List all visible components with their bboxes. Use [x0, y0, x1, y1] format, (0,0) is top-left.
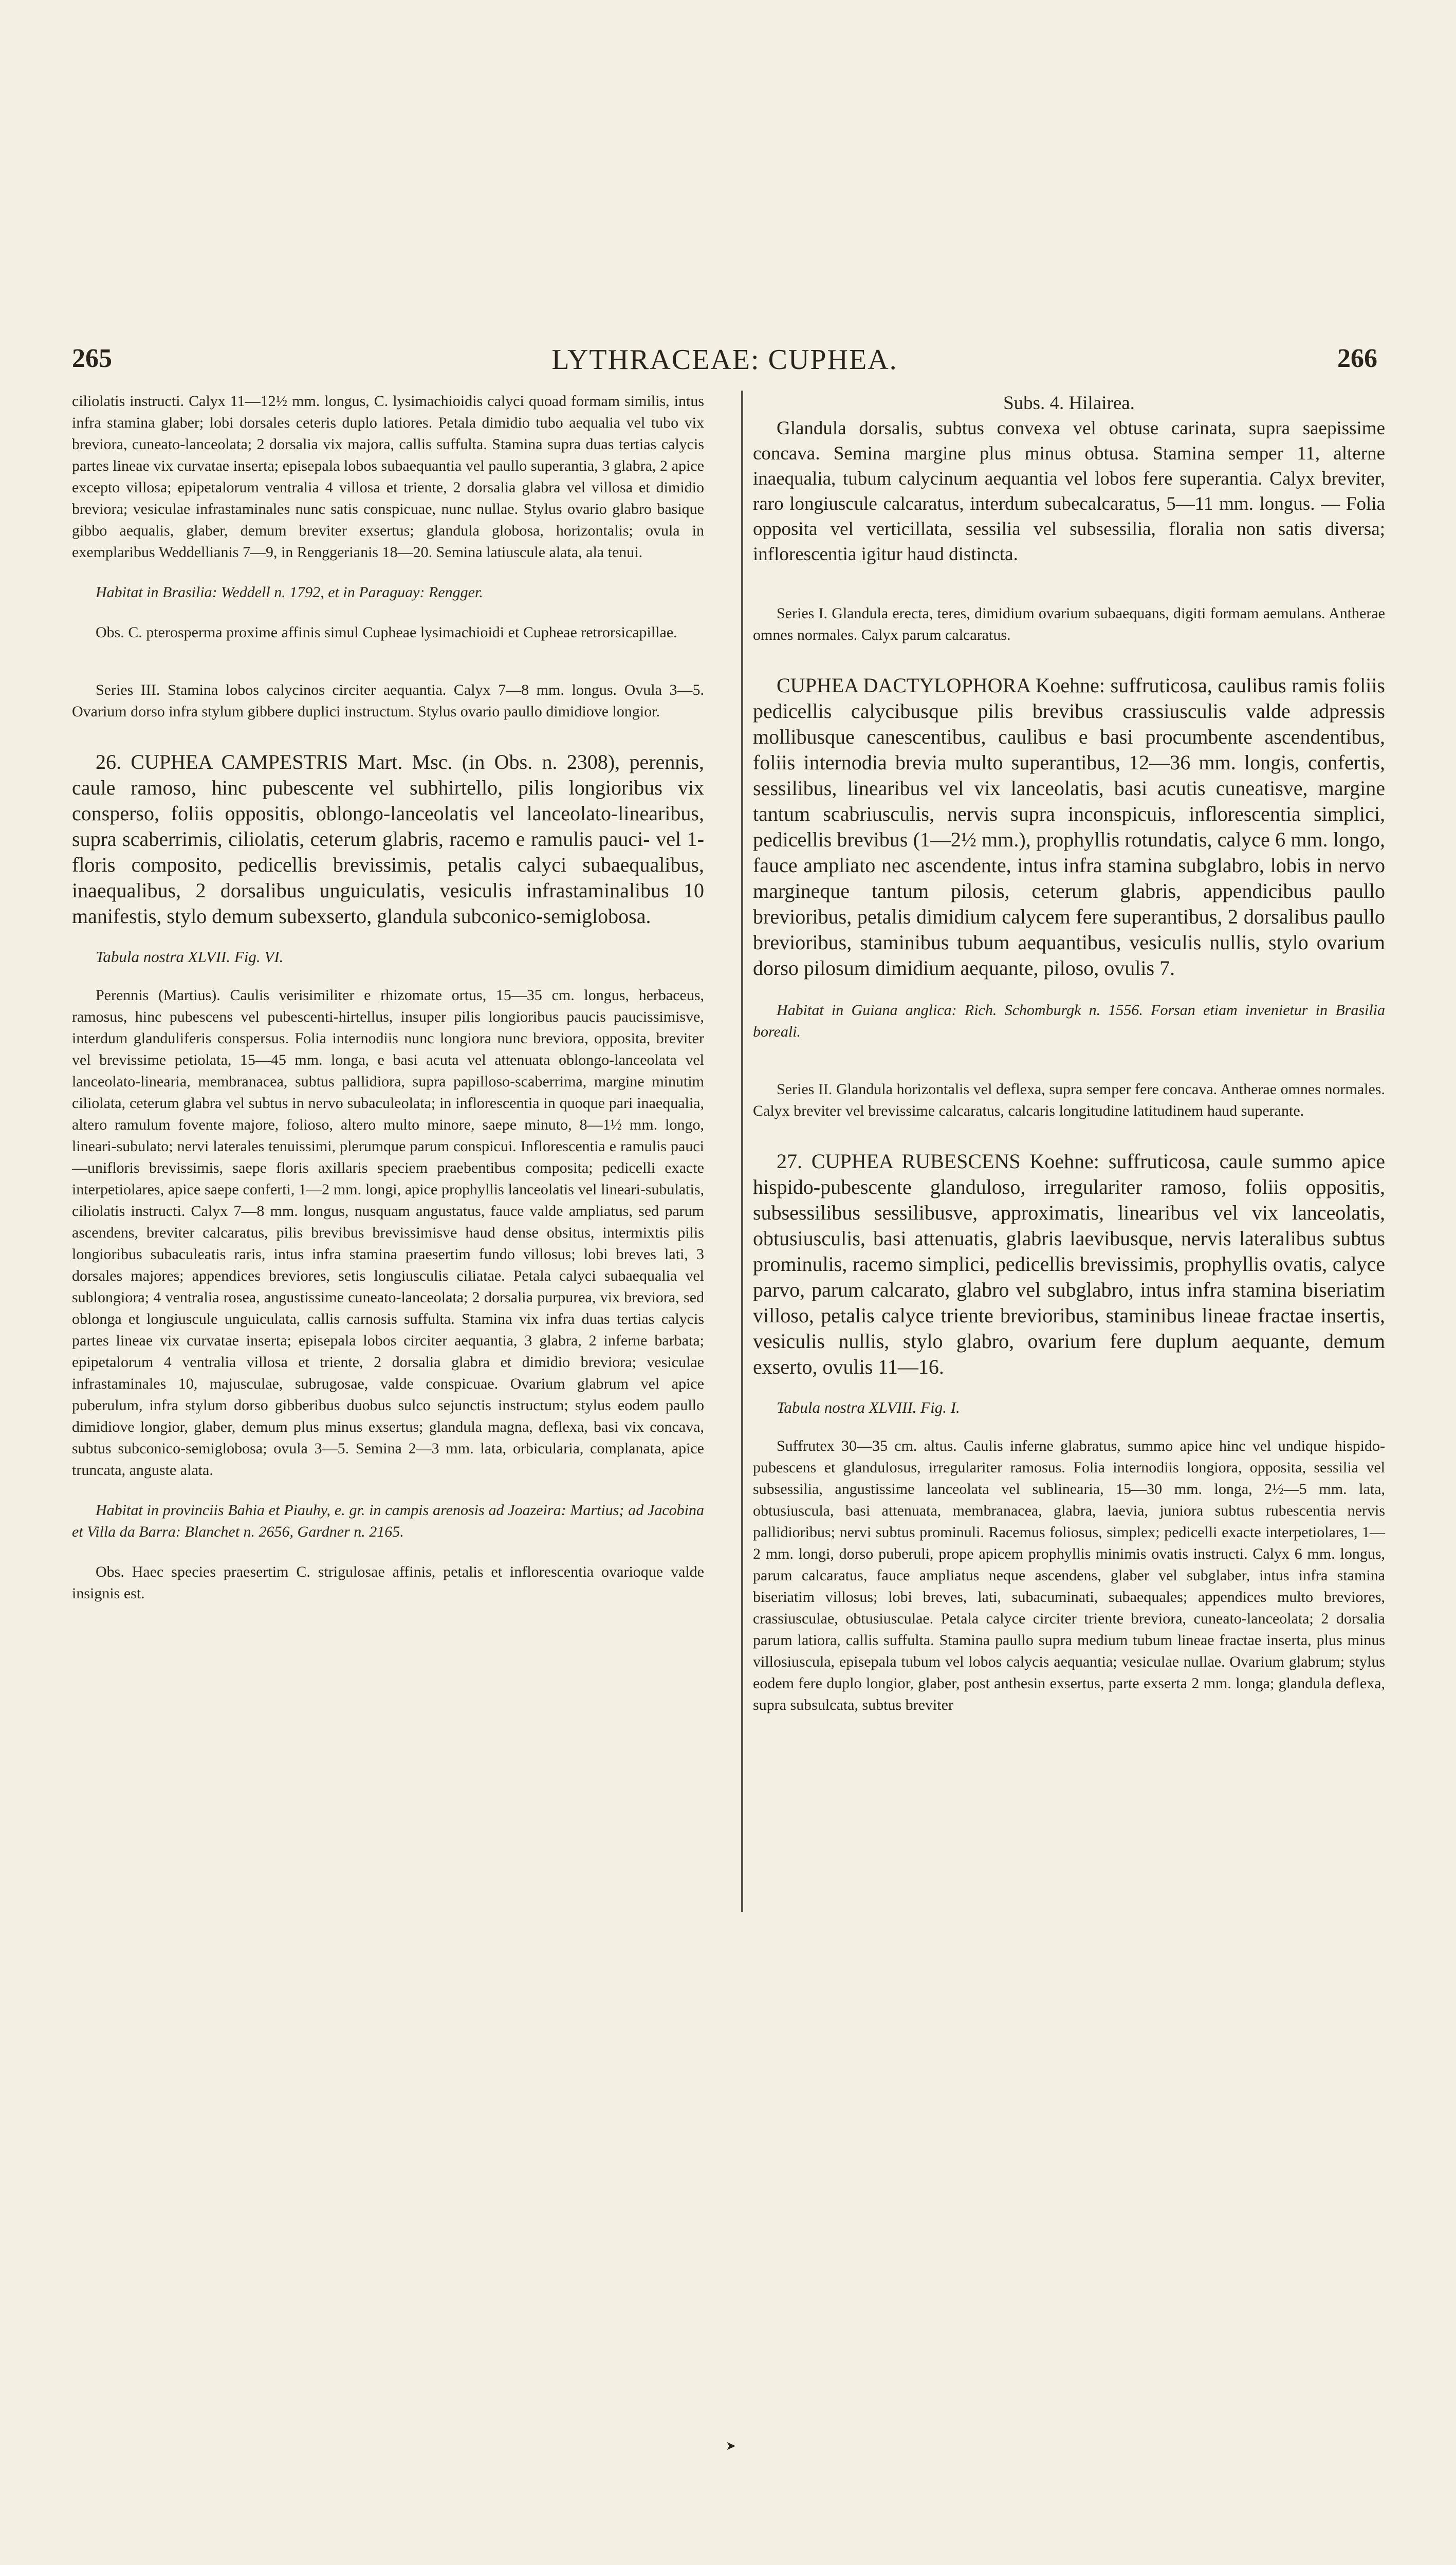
page-header: [72, 343, 1377, 384]
left-column: [72, 391, 704, 1604]
habitat-note: Habitat in Brasilia: Weddell n. 1792, et in Paraguay: Rengger.: [96, 584, 483, 601]
species-26-description: Perennis (Martius). Caulis verisimiliter e rhizomate ortus, 15—35 cm. longus, herbaceus, ramosus, hinc pubescens vel pubescenti-hirtellus, insuper pilis longioribus paucis paucissimisve, interdum glanduliferis conspersus. Folia internodiis nunc longiora nunc breviora, opposita, breviter vel brevissime petiolata, 15—45 mm. longa, e basi acuta vel attenuata oblongo-lanceolata vel lanceolato-linearia, membranacea, subtus pallidiora, supra papilloso-scaberrima, margine minutim ciliolata, ceterum glabra vel subtus in nervo subaculeolata; in inflorescentia in quoque pari inaequalia, altero ramulum fovente majore, folioso, altero multo minore, saepe minuto, 8—1½ mm. longo, lineari-subulato; nervi laterales tenuissimi, plerumque parum conspicui. Inflorescentia e ramulis pauci—unifloris brevissimis, saepe floris axillaris speciem praebentibus composita; pedicelli exacte interpetiolares, apice saepe conferti, 1—2 mm. longi, apice prophyllis lanceolatis vel lineari-subulatis, ciliolatis instructi. Calyx 7—8 mm. longus, nusquam angustatus, fauce valde ampliatus, sed parum ascendens, breviter calcaratus, pilis brevibus brevissimisve haud dense obsitus, intermixtis pilis longioribus subaculeatis raris, intus infra stamina praesertim fundo villosus; lobi breves lati, 3 dorsales majores; appendices breviores, setis longiusculis ciliatae. Petala calyci subaequalia vel sublongiora; 4 ventralia rosea, angustissime cuneato-lanceolata; 2 dorsalia purpurea, vix breviora, sed oblonga et longiuscule unguiculata, callis carnosis suffulta. Stamina vix infra duas tertias calycis partes lineae vix curvatae inserta; episepala lobos circiter aequantia, 3 glabra, 2 inferne barbata; epipetalorum 4 ventralia villosa et triente, 2 dorsalia glabra et dimidio breviora; vesiculae infrastaminales 10, majusculae, subrugosae, valde conspicuae. Ovarium glabrum vel apice puberulum, infra stylum dorso gibberibus duobus sulco sejunctis instructum; stylus eodem paullo dimidiove longior, glaber, demum plus minus exsertus; glandula magna, deflexa, basi vix concava, subtus subconico-semiglobosa; ovula 3—5. Semina 2—3 mm. lata, orbicularia, complanata, apice truncata, anguste alata.: [72, 987, 704, 1479]
species-26-diagnosis: 26. CUPHEA CAMPESTRIS Mart. Msc. (in Obs. n. 2308), perennis, caule ramoso, hinc pubescente vel subhirtello, pilis longioribus vix consperso, foliis oppositis, oblongo-lanceolatis vel lanceolato-linearibus, supra scaberrimis, ciliolatis, ceterum glabris, racemo e ramulis pauci- vel 1-floris composito, pedicellis brevissimis, petalis calyci subaequalibus, inaequalibus, 2 dorsalibus unguiculatis, vesiculis infrastaminalibus 10 manifestis, stylo demum subexserto, glandula subconico-semiglobosa.: [72, 750, 704, 928]
column-divider: [741, 391, 743, 1912]
dactylophora-diagnosis: CUPHEA DACTYLOPHORA Koehne: suffruticosa, caulibus ramis foliis pedicellis calycibusque pilis brevibus crassiusculis valde adpressis mollibusque canescentibus, caulibus e basi procumbente ascendentibus, foliis internodia brevia multo superantibus, 12—36 mm. longis, confertis, sessilibus, linearibus vel vix lanceolatis, basi acutis cuneatisve, margine tantum scabriusculis, nervis supra inconspicuis, inflorescentia simplici, pedicellis brevibus (1—2½ mm.), prophyllis rotundatis, calyce 6 mm. longo, fauce ampliato nec ascendente, intus infra stamina subglabro, lobis in nervo marginequе tantum pilosis, ceterum glabris, appendicibus paullo brevioribus, petalis dimidium calycem fere superantibus, 2 dorsalibus paullo brevioribus, staminibus tubum aequantibus, vesiculis nullis, stylo ovarium dorso pilosum dimidium aequante, piloso, ovulis 7.: [753, 674, 1385, 980]
series-heading: Series III. Stamina lobos calycinos circiter aequantia. Calyx 7—8 mm. longus. Ovula 3—5. Ovarium dorso infra stylum gibbere duplici instructum. Stylus ovario paullo dimidiove longior.: [72, 681, 704, 720]
page-number-right: 266: [1337, 344, 1377, 373]
series-2-heading: Series II. Glandula horizontalis vel deflexa, supra semper fere concava. Antherae omnes normales. Calyx breviter vel brevissime calcaratus, calcaris longitudine latitudinem haud superante.: [753, 1081, 1385, 1119]
observation-note: Obs. C. pterosperma proxime affinis simul Cupheae lysimachioidi et Cupheae retrorsicapillae.: [96, 624, 677, 641]
series-1-heading: Series I. Glandula erecta, teres, dimidium ovarium subaequans, digiti formam aemulans. Antherae omnes normales. Calyx parum calcaratus.: [753, 605, 1385, 643]
dactylophora-habitat: Habitat in Guiana anglica: Rich. Schomburgk n. 1556. Forsan etiam invenietur in Brasilia boreali.: [753, 1002, 1385, 1040]
page-number-left: 265: [72, 344, 112, 373]
printer-mark: ➤: [726, 2440, 736, 2453]
running-title: LYTHRACEAE: CUPHEA.: [551, 344, 898, 376]
species-27-description: Suffrutex 30—35 cm. altus. Caulis inferne glabratus, summo apice hinc vel undique hispido-pubescens et glandulosus, irregulariter ramosus. Folia internodiis longiora, opposita, sessilia vel subsessilia, angustissime lanceolata vel sublinearia, 15—30 mm. longa, 2½—5 mm. lata, obtusiuscula, basi attenuata, membranacea, glabra, laevia, juniora subtus rubescentia nervis pallidioribus; nervi subtus prominuli. Racemus foliosus, simplex; pedicelli exacte interpetiolares, 1—2 mm. longi, dorso puberuli, prope apicem prophyllis minimis ovatis instructi. Calyx 6 mm. longus, parum calcaratus, fauce ampliatus neque ascendens, glaber vel subglaber, intus infra stamina biseriatim villosus; lobi breves, lati, subacuminati, subaequales; appendices multo breviores, crassiusculae, obtusiusculae. Petala calyce circiter triente breviora, cuneato-lanceolata; 2 dorsalia parum latiora, callis suffulta. Stamina paullo supra medium tubum lineae fractae inserta, plus minus villosiuscula, episepala tubum vel lobos calycis aequantia; vesiculae nullae. Ovarium glabrum; stylus eodem fere duplo longior, glaber, post anthesin exsertus, parte exserta 2 mm. longa; glandula deflexa, supra subsulcata, subtus breviter: [753, 1437, 1385, 1713]
subsection-heading: Subs. 4. Hilairea.: [1003, 393, 1135, 414]
species-27-plate-ref: Tabula nostra XLVIII. Fig. I.: [777, 1398, 960, 1416]
species-27-diagnosis: 27. CUPHEA RUBESCENS Koehne: suffruticosa, caule summo apice hispido-pubescente glanduloso, irregulariter ramoso, foliis oppositis, subsessilibus sessilibusve, approximatis, linearibus vel vix lanceolatis, obtusiusculis, basi attenuatis, glabris laevibusque, nervis lateralibus subtus prominulis, racemo simplici, pedicellis brevissimis, prophyllis ovatis, calyce parvo, parum calcarato, glabro vel subglabro, intus infra stamina biseriatim villoso, petalis calyce triente brevioribus, staminibus lineae fractae insertis, vesiculis nullis, stylo glabro, ovarium fere duplum aequante, demum exserto, ovulis 11—16.: [753, 1150, 1385, 1378]
species-26-plate-ref: Tabula nostra XLVII. Fig. VI.: [96, 948, 284, 966]
continued-description: ciliolatis instructi. Calyx 11—12½ mm. longus, C. lysimachioidis calyci quoad formam similis, intus infra stamina glaber; lobi dorsales ceteris duplo latiores. Petala dimidio tubo aequalia vel tubo vix breviora, cuneato-lanceolata; 2 dorsalia vix majora, callis suffulta. Stamina supra duas tertias calycis partes lineae vix curvatae inserta; episepala lobos subaequantia vel paullo superantia, 3 glabra, 2 apice excepto villosa; epipetalorum ventralia 4 villosa et triente, 2 dorsalia glabra vel villosa et dimidio breviora; vesiculae infrastaminales nunc satis conspicuae, nunc nullae. Stylus ovario glabro basique gibbo aequalis, glaber, demum breviter exsertus; glandula globosa, horizontalis; ovula in exemplaribus Weddellianis 7—9, in Renggerianis 18—20. Semina latiuscule alata, ala tenui.: [72, 393, 704, 561]
subsection-description: Glandula dorsalis, subtus convexa vel obtuse carinata, supra saepissime concava. Semina margine plus minus obtusa. Stamina semper 11, alterne inaequalia, tubum calycinum aequantia vel lobos fere superantia. Calyx breviter, raro longiuscule calcaratus, interdum subecalcaratus, 5—11 mm. longus. — Folia opposita vel verticillata, sessilia vel subsessilia, floralia non satis diversa; inflorescentia igitur haud distincta.: [753, 418, 1385, 565]
species-26-habitat: Habitat in provinciis Bahia et Piauhy, e. gr. in campis arenosis ad Joazeira: Martius; ad Jacobina et Villa da Barra: Blanchet n. 2656, Gardner n. 2165.: [72, 1502, 704, 1540]
species-26-observation: Obs. Haec species praesertim C. strigulosae affinis, petalis et inflorescentia ovarioque valde insignis est.: [72, 1563, 704, 1602]
right-column: [753, 391, 1385, 1716]
